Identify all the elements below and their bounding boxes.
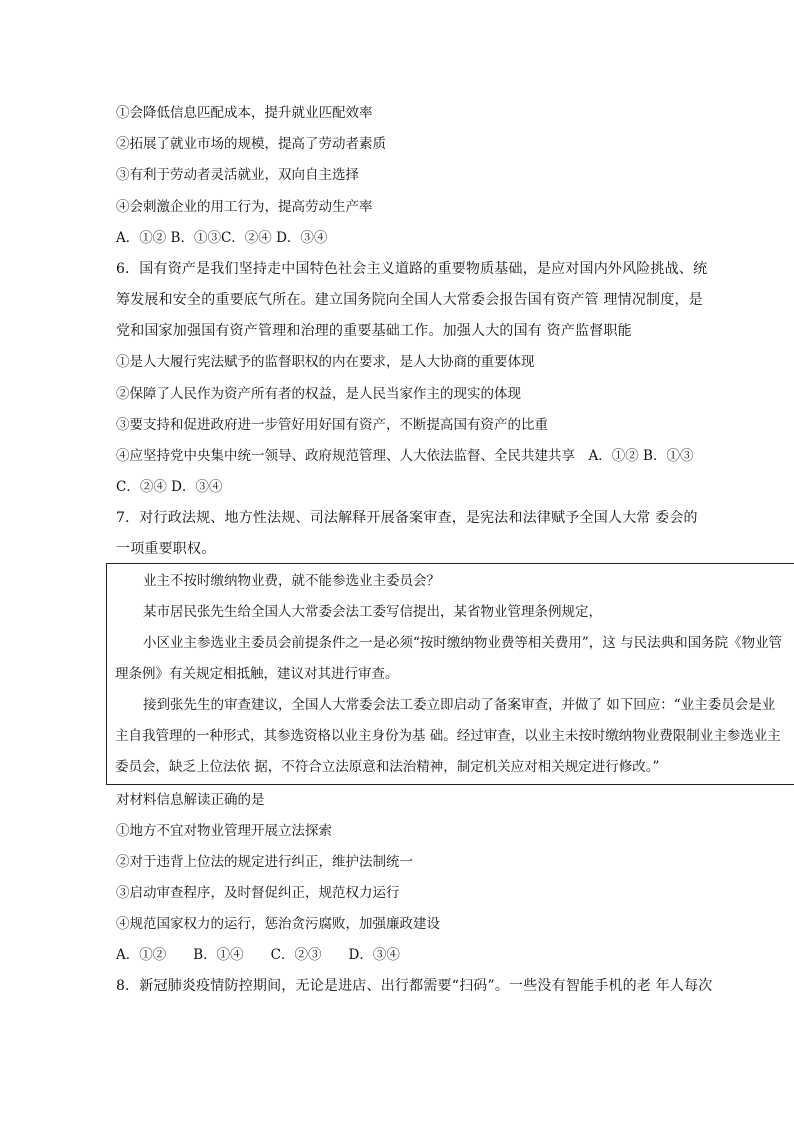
q6-option-1: ①是人大履行宪法赋予的监督职权的内在要求，是人大协商的重要体现 [116,354,535,370]
q6-option-3: ③要支持和促进政府进一步管好用好国有资产，不断提高国有资产的比重 [116,417,548,433]
q7-option-3: ③启动审查程序，及时督促纠正，规范权力运行 [116,885,400,901]
q5-option-1: ①会降低信息匹配成本，提升就业匹配效率 [116,105,373,121]
q6-stem-line-3: 党和国家加强国有资产管理和治理的重要基础工作。加强人大的国有 资产监督职能 [116,323,632,339]
material-paragraph-2-line-2: 理条例》有关规定相抵触，建议对其进行审查。 [115,666,399,682]
material-paragraph-1: 某市居民张先生给全国人大常委会法工委写信提出，某省物业管理条例规定， [143,604,602,620]
q7-option-4: ④规范国家权力的运行，惩治贪污腐败，加强廉政建设 [116,916,440,932]
q6-stem-line-1: 6．国有资产是我们坚持走中国特色社会主义道路的重要物质基础，是应对国内外风险挑战、统 [116,261,708,277]
material-paragraph-2-line-1: 小区业主参选业主委员会前提条件之一是必须“按时缴纳物业费等相关费用”，这 与民法典和国务院《物业管 [143,635,783,651]
material-paragraph-3-line-2: 主自我管理的一种形式，其参选资格以业主身份为基 础。经过审查，以业主未按时缴纳物业费限制业主参选业主 [115,728,781,744]
q7-option-1: ①地方不宜对物业管理开展立法探索 [116,823,332,839]
q7-stem-line-2: 一项重要职权。 [116,541,216,557]
material-paragraph-3-line-1: 接到张先生的审查建议，全国人大常委会法工委立即启动了备案审查，并做了 如下回应：“业主委员会是业 [143,697,776,713]
q7-option-2: ②对于违背上位法的规定进行纠正，维护法制统一 [116,854,413,870]
q6-option-2: ②保障了人民作为资产所有者的权益，是人民当家作主的现实的体现 [116,386,521,402]
q7-prompt: 对材料信息解读正确的是 [116,792,265,808]
q5-option-2: ②拓展了就业市场的规模，提高了劳动者素质 [116,136,386,152]
q6-option-4: ④应坚持党中央集中统一领导、政府规范管理、人大依法监督、全民共建共享 A．①② B．①③ [116,448,694,464]
q8-stem-line-1: 8．新冠肺炎疫情防控期间，无论是进店、出行都需要“扫码”。一些没有智能手机的老 年人每次 [116,978,713,994]
q7-answer-choices: A．①② B．①④ C．②③ D．③④ [116,947,400,963]
q6-answer-choices: C．②④ D．③④ [116,479,223,495]
material-heading: 业主不按时缴纳物业费，就不能参选业主委员会？ [143,573,440,589]
q5-option-3: ③有利于劳动者灵活就业，双向自主选择 [116,167,359,183]
q7-material-box [106,563,794,785]
q7-stem-line-1: 7．对行政法规、地方性法规、司法解释开展备案审查，是宪法和法律赋予全国人大常 委会的 [116,510,698,526]
q5-answer-choices: A．①② B．①③C．②④ D．③④ [116,230,328,246]
q5-option-4: ④会刺激企业的用工行为，提高劳动生产率 [116,199,373,215]
material-paragraph-3-line-3: 委员会，缺乏上位法依 据，不符合立法原意和法治精神，制定机关应对相关规定进行修改。” [115,759,660,775]
q6-stem-line-2: 筹发展和安全的重要底气所在。建立国务院向全国人大常委会报告国有资产管 理情况制度，是 [116,292,703,308]
